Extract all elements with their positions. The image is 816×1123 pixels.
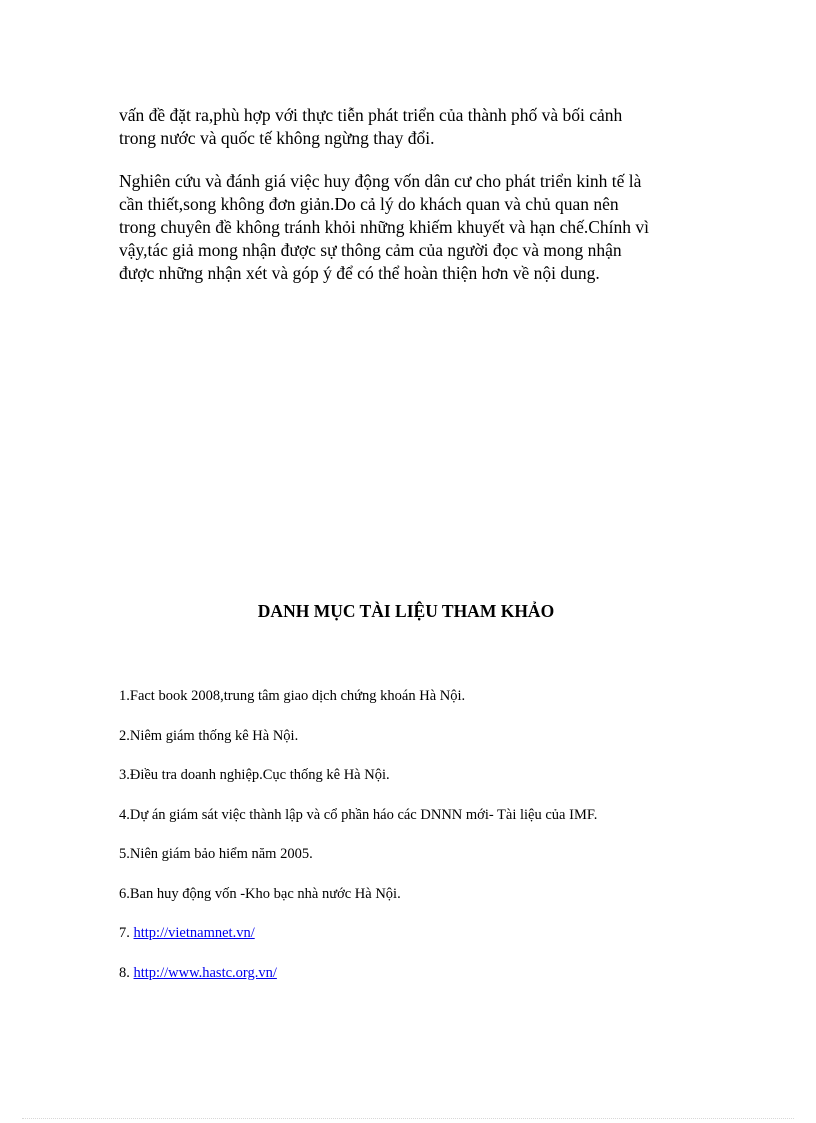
reference-link-item <box>119 963 739 1003</box>
reference-number: 5. <box>119 846 130 862</box>
page-bottom-divider <box>22 1118 794 1119</box>
reference-item <box>119 765 739 805</box>
reference-link-vietnamnet[interactable]: http://vietnamnet.vn/ <box>133 925 255 941</box>
reference-text: Điều tra doanh nghiệp.Cục thống kê Hà Nội. <box>129 767 390 783</box>
reference-number: 2. <box>119 727 130 744</box>
paragraph-line: vấn đề đặt ra,phù hợp với thực tiễn phát triển của thành phố và bối cảnh <box>119 105 623 125</box>
reference-text: Niên giám bảo hiểm năm 2005. <box>129 846 313 862</box>
reference-text: Niêm giám thống kê Hà Nội. <box>129 727 299 744</box>
reference-item <box>119 686 739 726</box>
references-title: DANH MỤC TÀI LIỆU THAM KHẢO <box>257 601 555 621</box>
reference-text: Ban huy động vốn -Kho bạc nhà nước Hà Nội. <box>129 885 401 902</box>
paragraph-line: trong nước và quốc tế không ngừng thay đổi. <box>119 128 435 148</box>
reference-number: 7. <box>119 925 134 941</box>
paragraph-line: được những nhận xét và góp ý để có thể hoàn thiện hơn về nội dung. <box>119 263 600 283</box>
reference-number: 3. <box>119 767 130 783</box>
reference-link-item <box>119 923 739 963</box>
reference-text: Dự án giám sát việc thành lập và cổ phần háo các DNNN mới- Tài liệu của IMF. <box>129 806 598 823</box>
paragraph-line: cần thiết,song không đơn giản.Do cả lý do khách quan và chủ quan nên <box>119 194 619 214</box>
reference-link-hastc[interactable]: http://www.hastc.org.vn/ <box>133 964 277 981</box>
references-heading <box>0 601 816 622</box>
reference-list <box>119 686 739 1002</box>
body-paragraph-1 <box>119 104 709 150</box>
reference-number: 1. <box>119 688 130 704</box>
reference-item <box>119 726 739 766</box>
reference-item <box>119 805 739 845</box>
reference-number: 8. <box>119 964 134 981</box>
reference-item <box>119 844 739 884</box>
reference-item <box>119 884 739 924</box>
body-paragraph-2 <box>119 170 709 285</box>
paragraph-line: trong chuyên đề không tránh khỏi những khiếm khuyết và hạn chế.Chính vì <box>119 217 650 237</box>
paragraph-line: Nghiên cứu và đánh giá việc huy động vốn dân cư cho phát triển kinh tế là <box>119 171 642 191</box>
reference-text: Fact book 2008,trung tâm giao dịch chứng khoán Hà Nội. <box>129 688 466 704</box>
paragraph-line: vậy,tác giả mong nhận được sự thông cảm của người đọc và mong nhận <box>119 240 622 260</box>
reference-number: 4. <box>119 806 130 823</box>
reference-number: 6. <box>119 885 130 902</box>
